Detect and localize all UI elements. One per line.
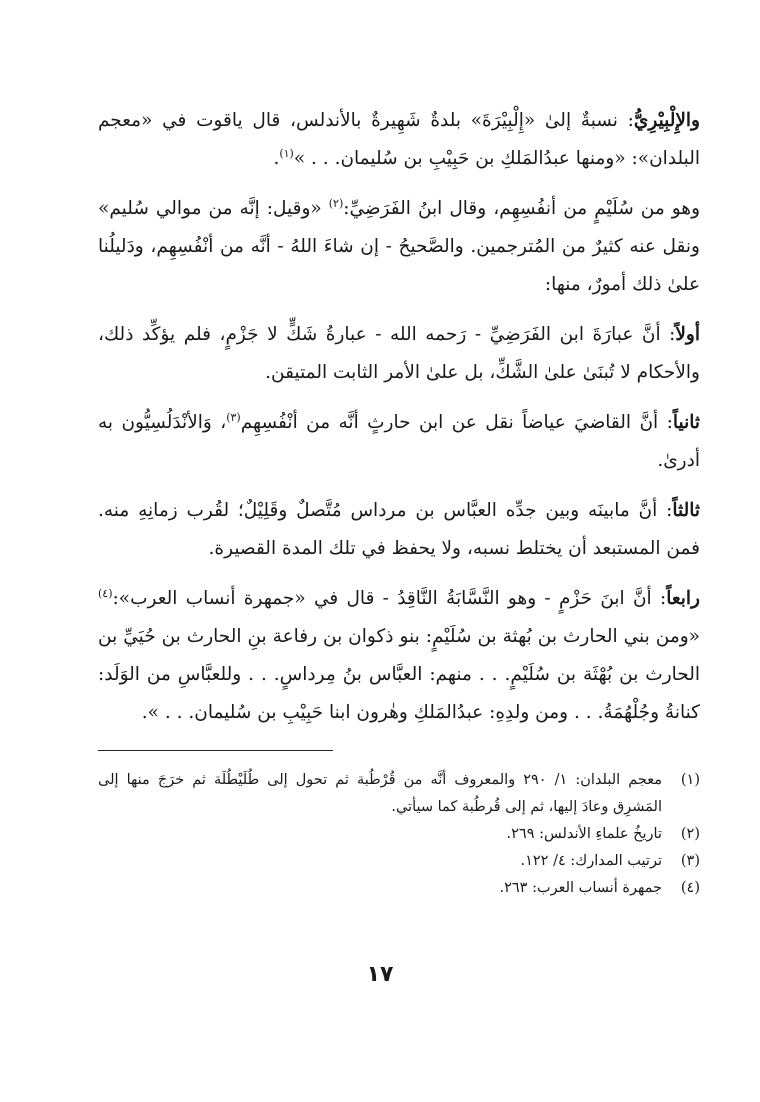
paragraph <box>98 492 700 568</box>
paragraph-lead: أولاً <box>675 324 700 345</box>
footnote-ref: (٣) <box>226 410 241 424</box>
paragraph-text: : أنَّ ابنَ حَزْمٍ - وهو النَّسَّابَةُ النَّاقِدُ - قال في «جمهرة أنساب العرب»: <box>112 588 667 609</box>
paragraph-text: وهو من سُلَيْمٍ من أنفُسِهِم، وقال ابنُ الفَرَضِيِّ: <box>343 198 700 219</box>
paragraph-text: : أنَّ مابينَه وبين جدِّه العبَّاس بن مرداس مُتَّصلٌ وقَلِيْلٌ؛ لقُرب زمانِهِ منه. فمن المستبعد أن يختلط نسبه، ولا يحفظ في تلك المدة القصيرة. <box>98 500 700 559</box>
main-text <box>98 102 700 732</box>
footnote-text: معجم البلدان: ١/ ٢٩٠ والمعروف أنَّه من قُرْطُبة ثم تحول إلى طُلَيْطُلَة ثم خرَجَ منها إلى المَشرِق وعادَ إليها، ثم إلى قُرطُبة كما سيأتي. <box>98 772 662 815</box>
paragraph <box>98 404 700 480</box>
paragraph-tail: «وقيل: إنَّه من موالي سُليم» ونقل عنه كثيرٌ من المُترجمين. والصَّحيحُ - إن شاءَ اللهُ - أنَّه من أنْفُسِهِم، ودَليلُنا علىٰ ذلك أمورٌ، منها: <box>98 198 700 295</box>
footnote-ref: (٤) <box>98 586 113 600</box>
footnote-text: جمهرة أنساب العرب: ٢٦٣. <box>499 880 662 896</box>
footnote <box>98 875 700 902</box>
footnote-number: (٢) <box>680 826 700 842</box>
paragraph <box>98 102 700 178</box>
paragraph-lead: والإِلْبِيْرِيُّ <box>633 110 700 131</box>
paragraph-text: : نسبةٌ إلىٰ «إِلْبِيْرَةَ» بلدةٌ شَهِيرةٌ بالأندلس، قال ياقوت في «معجم البلدان»: «ومنها عبدُالمَلكِ بن حَبِيْبِ بن سُليمان. . . » <box>98 110 700 169</box>
paragraph <box>98 580 700 732</box>
paragraph-tail: ، وَالأنْدَلُسِيُّون به أدرىٰ. <box>98 412 700 471</box>
paragraph-lead: رابعاً <box>666 588 700 609</box>
footnote-ref: (٢) <box>328 196 344 210</box>
paragraph-tail: «ومن بني الحارث بن بُهثة بن سُلَيْمٍ: بنو ذكوان بن رفاعة بنِ الحارث بن حُيَيِّ بن الحارث بن بُهْثَة بن سُلَيْمٍ. . . منهم: العبَّاس بنُ مِرداسٍ. . . وللعبَّاسِ من الوَلَد: كنانةُ وجُلْهُمَةُ. . . ومن ولدِهِ: عبدُالمَلكِ وهٰرون ابنا حَبِيْبِ بن سُليمان. . . ». <box>98 626 700 723</box>
paragraph-lead: ثانياً <box>672 412 700 433</box>
page-content <box>98 102 700 902</box>
paragraph-text: : أنَّ القاضيَ عياضاً نقل عن ابن حارثٍ أنَّه من أنْفُسِهِم <box>240 412 673 433</box>
footnote-text: تاريخُ علماءِ الأندلس: ٢٦٩. <box>506 826 662 842</box>
paragraph <box>98 190 700 304</box>
footnote <box>98 821 700 848</box>
footnote-number: (١) <box>680 772 700 788</box>
footnotes <box>98 767 700 902</box>
paragraph-lead: ثالثاً <box>672 500 700 521</box>
paragraph-text: : أنَّ عبارَةَ ابن الفَرَضِيِّ - رَحمه الله - عبارةُ شَكٍّ لا جَزْمٍ، فلم يؤكِّد ذلك، والأحكام لا تُبنَىٰ علىٰ الشَّكِّ، بل علىٰ الأمر الثابت المتيقن. <box>98 324 700 383</box>
footnote-separator-wrap <box>98 750 700 751</box>
footnote-text: ترتيب المدارك: ٤/ ١٢٢. <box>520 853 662 869</box>
paragraph <box>98 316 700 392</box>
footnote <box>98 767 700 821</box>
footnote <box>98 848 700 875</box>
paragraph-tail: . <box>273 148 280 169</box>
footnote-ref: (١) <box>279 146 294 160</box>
footnote-number: (٣) <box>680 853 700 869</box>
footnote-number: (٤) <box>680 880 700 896</box>
footnote-separator <box>98 750 333 751</box>
page-number: ١٧ <box>366 962 394 987</box>
